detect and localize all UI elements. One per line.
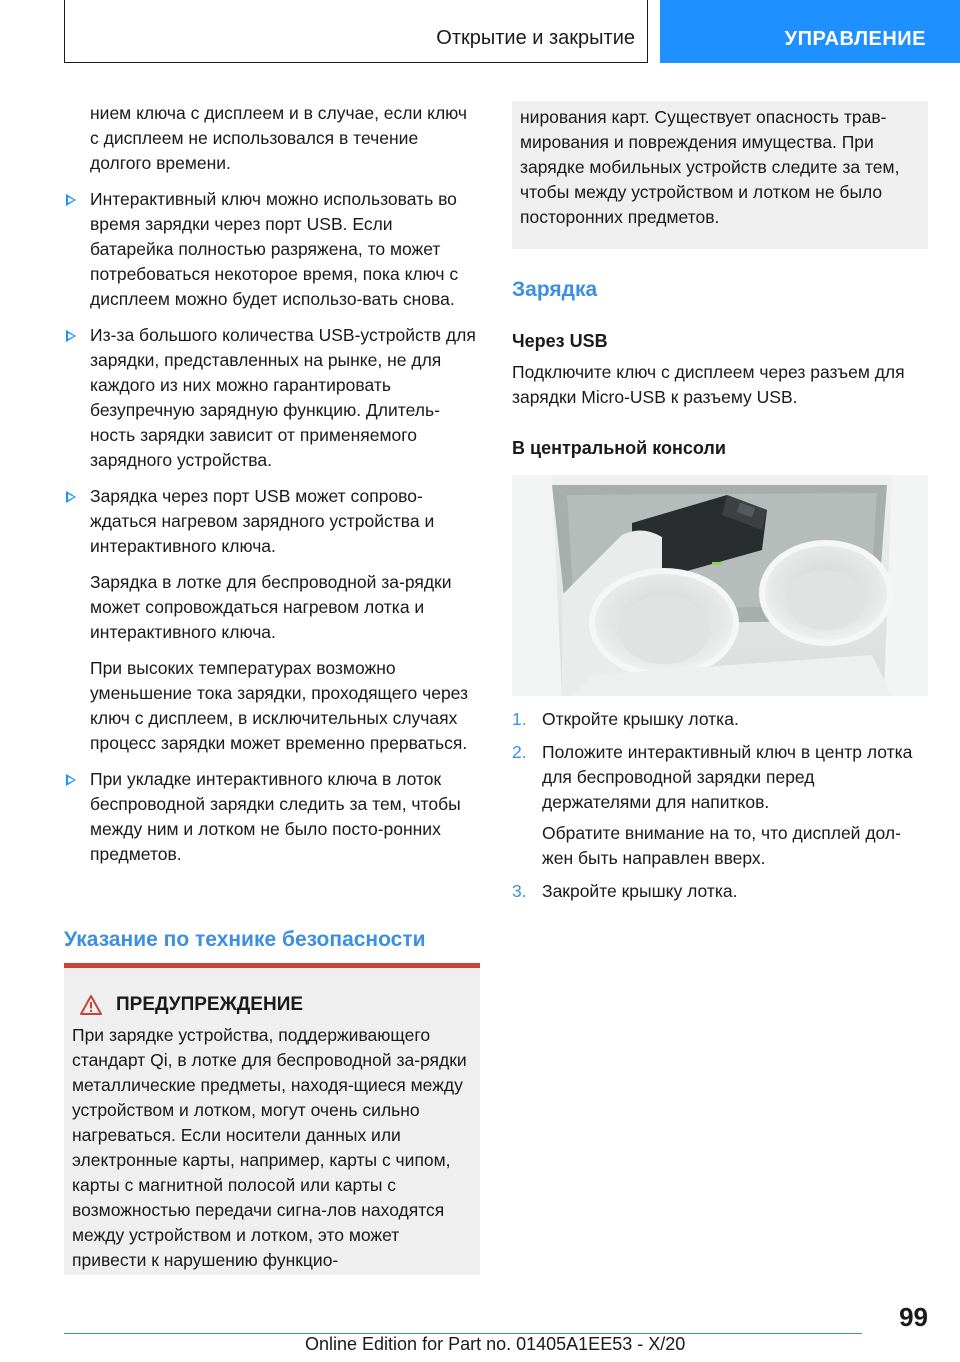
intro-paragraph: нием ключа с дисплеем и в случае, если ключ с дисплеем не использовался в течение долгого времени. <box>90 103 468 173</box>
console-heading: В центральной консоли <box>512 438 726 458</box>
safety-heading: Указание по технике безопасности <box>64 928 426 951</box>
warning-continuation-box <box>512 101 928 249</box>
step-text: Закройте крышку лотка. <box>542 881 738 901</box>
header-chapter-tab <box>660 0 960 63</box>
steps-list <box>512 707 928 904</box>
step-text: Откройте крышку лотка. <box>542 709 739 729</box>
triangle-bullet-icon <box>66 330 76 342</box>
warning-title: ПРЕДУПРЕЖДЕНИЕ <box>116 994 304 1015</box>
usb-text: Подключите ключ с дисплеем через разъем для зарядки Micro-USB к разъему USB. <box>512 362 905 407</box>
usb-heading: Через USB <box>512 331 608 351</box>
step-number: 1. <box>512 709 527 729</box>
step-item <box>512 740 928 815</box>
bullet-item: Интерактивный ключ можно использовать во время зарядки через порт USB. Если батарейка полностью разряжена, то может потребоваться некоторое время, пока ключ с дисплеем можно будет использо-вать снова. <box>64 187 480 312</box>
step-item <box>512 707 928 732</box>
step-note <box>512 821 928 871</box>
warning-continuation-text: нирования карт. Существует опасность трав-мирования и повреждения имущества. При зарядке мобильных устройств следите за тем, чтобы между устройством и лотком не было посторонних предметов. <box>520 107 900 227</box>
step-text: Положите интерактивный ключ в центр лотка для беспроводной зарядки перед держателями для напитков. <box>542 742 913 812</box>
sub-paragraph: При высоких температурах возможно уменьшение тока зарядки, проходящего через ключ с дисплеем, в исключительных случаях процесс зарядки может временно прерваться. <box>90 658 469 753</box>
header-section-box <box>64 0 648 63</box>
step-item <box>512 879 928 904</box>
bullet-item: Зарядка через порт USB может сопрово-ждаться нагревом зарядного устройства и интерактивного ключа. <box>64 484 480 559</box>
left-column <box>64 101 480 867</box>
triangle-bullet-icon <box>66 491 76 503</box>
header-chapter-title: УПРАВЛЕНИЕ <box>784 28 926 50</box>
charging-heading: Зарядка <box>512 278 598 301</box>
header-section-title: Открытие и закрытие <box>436 27 635 49</box>
step-note-text: Обратите внимание на то, что дисплей дол-жен быть направлен вверх. <box>542 823 901 868</box>
warning-title-row <box>72 992 472 1017</box>
warning-box <box>64 963 480 1275</box>
triangle-bullet-icon <box>66 194 76 206</box>
footer-edition: Online Edition for Part no. 01405A1EE53 - X/20 <box>305 1334 686 1354</box>
warning-triangle-icon <box>80 995 102 1015</box>
center-console-illustration <box>512 475 928 696</box>
warning-text: При зарядке устройства, поддерживающего стандарт Qi, в лотке для беспроводной за-рядки металлические предметы, находя-щиеся между устройством и лотком, могут очень сильно нагреваться. Если носители данных или электронные карты, например, карты с чипом, карты с магнитной полосой или карты с возможностью передачи сигна-лов находятся между устройством и лотком, это может привести к нарушению функцио- <box>72 1025 467 1270</box>
step-number: 3. <box>512 881 527 901</box>
bullet-item: Из-за большого количества USB-устройств для зарядки, представленных на рынке, не для каждого из них можно гарантировать безупречную зарядную функцию. Длитель-ность зарядки зависит от применяемого зарядного устройства. <box>64 323 480 473</box>
center-console-photo <box>512 475 928 696</box>
sub-paragraph: Зарядка в лотке для беспроводной за-рядки может сопровождаться нагревом лотка и интерактивного ключа. <box>90 572 452 642</box>
step-number: 2. <box>512 742 527 762</box>
page-number: 99 <box>899 1302 928 1332</box>
bullet-item: При укладке интерактивного ключа в лоток беспроводной зарядки следить за тем, чтобы между ним и лотком не было посто-ронних предметов. <box>64 767 480 867</box>
triangle-bullet-icon <box>66 774 76 786</box>
